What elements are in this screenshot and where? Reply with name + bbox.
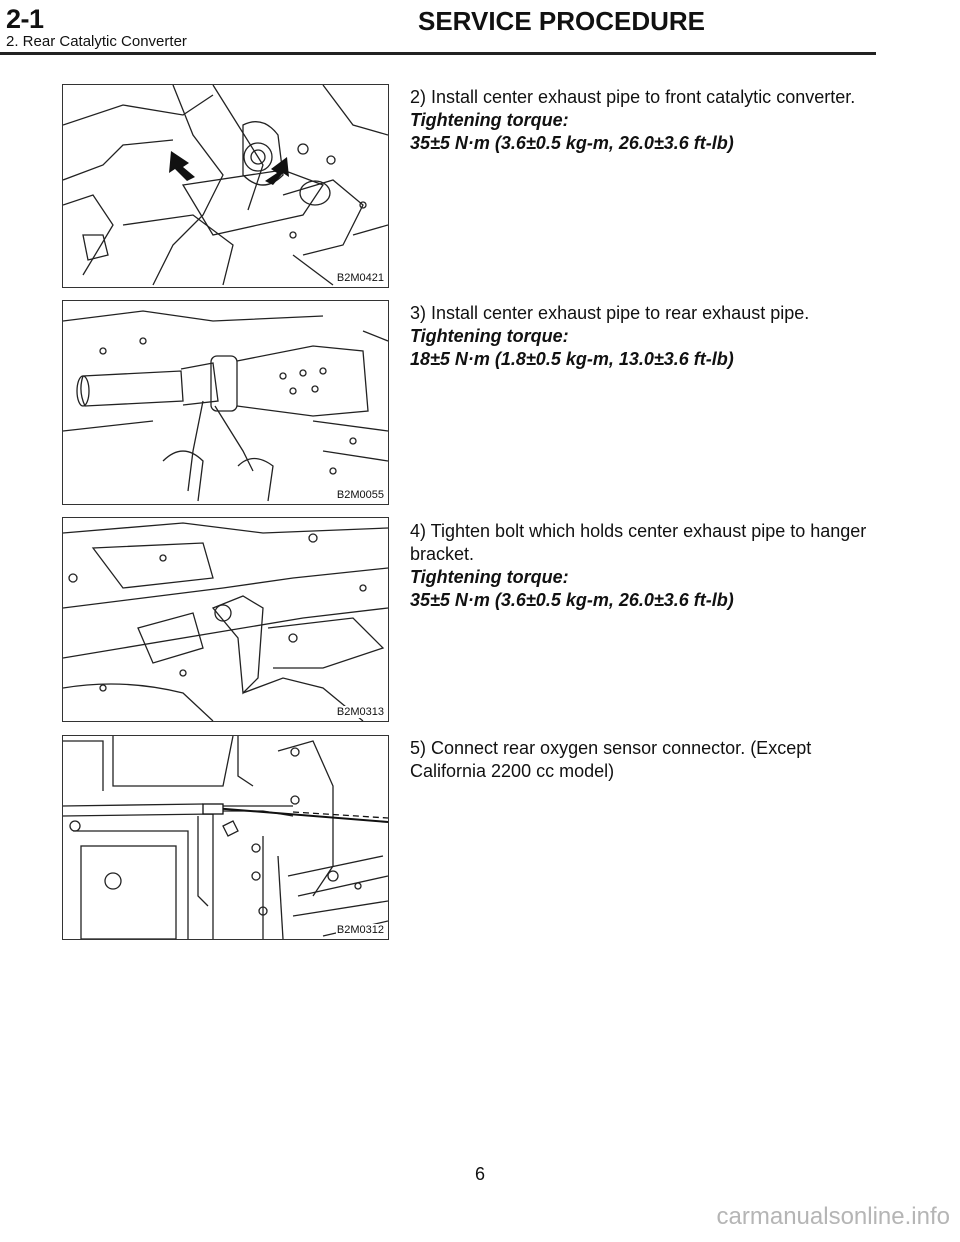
step-4-text-block: [410, 520, 870, 612]
header-rule: [0, 52, 876, 55]
exhaust-flange-illustration: [63, 85, 388, 287]
figure-step-4: [62, 517, 389, 722]
figure-code: B2M0313: [336, 706, 384, 718]
figure-code: B2M0421: [336, 272, 384, 284]
hanger-bracket-illustration: [63, 518, 388, 721]
torque-label: Tightening torque:: [410, 326, 569, 346]
watermark: carmanualsonline.info: [716, 1203, 950, 1230]
torque-value: 18±5 N·m (1.8±0.5 kg-m, 13.0±3.6 ft-lb): [410, 349, 734, 369]
figure-code: B2M0055: [336, 489, 384, 501]
figure-step-5: [62, 735, 389, 940]
torque-label: Tightening torque:: [410, 567, 569, 587]
oxygen-sensor-connector-illustration: [63, 736, 388, 939]
section-number: 2-1: [6, 4, 44, 34]
pipe-joint-illustration: [63, 301, 388, 504]
page-number: 6: [474, 1164, 485, 1184]
figure-step-2: [62, 84, 389, 288]
page-subtitle: 2. Rear Catalytic Converter: [6, 33, 187, 50]
page-title: SERVICE PROCEDURE: [418, 6, 706, 36]
torque-label: Tightening torque:: [410, 110, 569, 130]
torque-value: 35±5 N·m (3.6±0.5 kg-m, 26.0±3.6 ft-lb): [410, 133, 734, 153]
step-instruction: 2) Install center exhaust pipe to front catalytic converter.: [410, 87, 856, 107]
step-2-text-block: [410, 86, 870, 155]
figure-code: B2M0312: [336, 924, 384, 936]
step-instruction: 3) Install center exhaust pipe to rear exhaust pipe.: [410, 303, 810, 323]
step-3-text-block: [410, 302, 870, 371]
page-header: [0, 0, 960, 60]
step-instruction: 5) Connect rear oxygen sensor connector. (Except California 2200 cc model): [410, 738, 812, 781]
torque-value: 35±5 N·m (3.6±0.5 kg-m, 26.0±3.6 ft-lb): [410, 590, 734, 610]
figure-step-3: [62, 300, 389, 505]
step-5-text-block: [410, 737, 870, 783]
step-instruction: 4) Tighten bolt which holds center exhaust pipe to hanger bracket.: [410, 521, 867, 564]
